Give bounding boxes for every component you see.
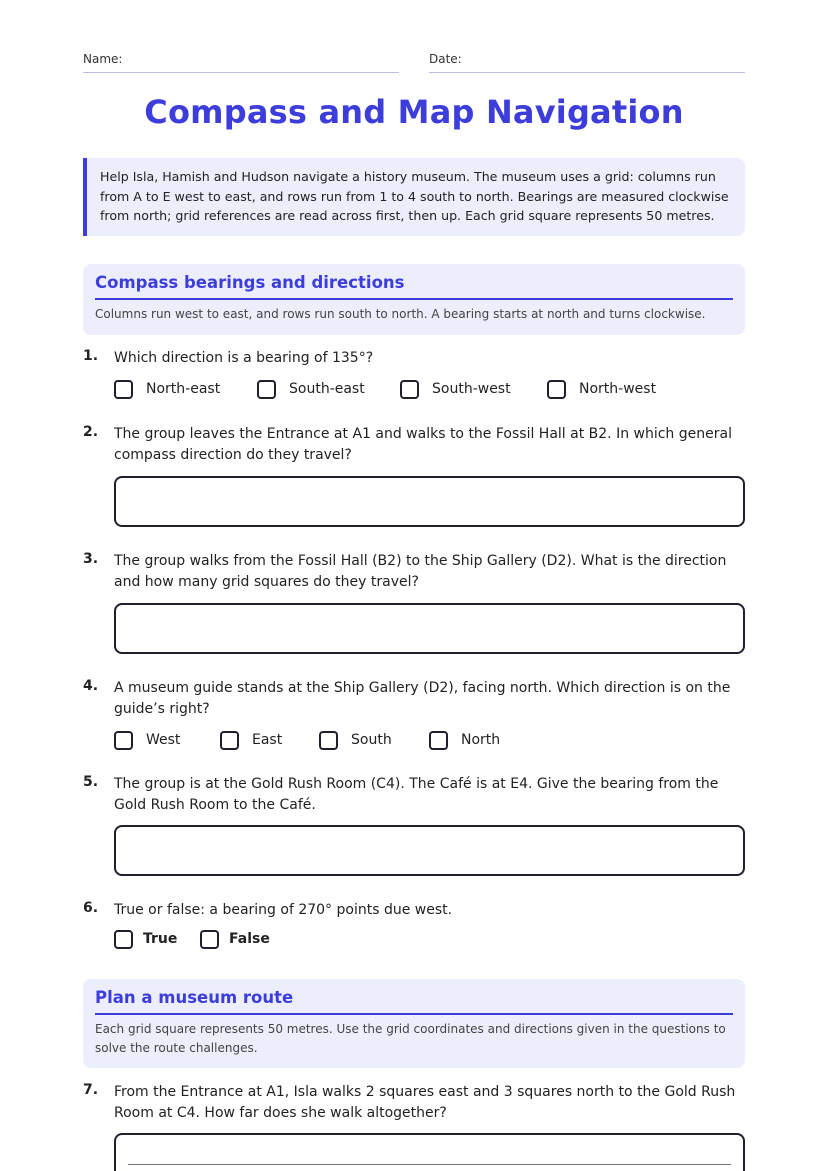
date-label: Date:	[429, 52, 462, 66]
answer-line	[128, 1164, 731, 1165]
option-label: True	[143, 931, 178, 947]
question-text: The group walks from the Fossil Hall (B2) to the Ship Gallery (D2). What is the direction and how many grid squares do they travel?	[114, 553, 727, 590]
checkbox[interactable]	[114, 380, 133, 399]
question-number: 3.	[83, 551, 99, 567]
option-label: South-east	[289, 381, 365, 397]
question-text: True or false: a bearing of 270° points due west.	[114, 902, 453, 918]
page-title: Compass and Map Navigation	[144, 93, 684, 131]
checkbox[interactable]	[257, 380, 276, 399]
question-text: Which direction is a bearing of 135°?	[114, 350, 374, 366]
question-text: From the Entrance at A1, Isla walks 2 squares east and 3 squares north to the Gold Rush Room at C4. How far does she walk altogether?	[114, 1084, 736, 1121]
checkbox[interactable]	[547, 380, 566, 399]
question-number: 1.	[83, 348, 99, 364]
section-museum-route	[83, 979, 745, 1068]
question-number: 6.	[83, 900, 99, 916]
option-label: North-west	[579, 381, 657, 397]
option-label: South-west	[432, 381, 511, 397]
option-label: East	[252, 732, 283, 748]
checkbox[interactable]	[429, 731, 448, 750]
question-number: 7.	[83, 1082, 99, 1098]
checkbox[interactable]	[220, 731, 239, 750]
section-description: Each grid square represents 50 metres. Use the grid coordinates and directions given in the questions to solve the route challenges.	[95, 1022, 726, 1055]
section-title: Plan a museum route	[95, 988, 733, 1015]
checkbox[interactable]	[400, 380, 419, 399]
section-description: Columns run west to east, and rows run south to north. A bearing starts at north and turns clockwise.	[95, 307, 706, 321]
answer-box[interactable]	[114, 603, 745, 654]
header-fields	[83, 52, 745, 74]
checkbox[interactable]	[200, 930, 219, 949]
answer-box[interactable]	[114, 1133, 745, 1171]
answer-box[interactable]	[114, 476, 745, 527]
option-label: North	[461, 732, 501, 748]
question-text: The group leaves the Entrance at A1 and walks to the Fossil Hall at B2. In which general compass direction do they travel?	[114, 426, 732, 463]
answer-box[interactable]	[114, 825, 745, 876]
section-compass-bearings	[83, 264, 745, 335]
option-label: North-east	[146, 381, 221, 397]
question-number: 2.	[83, 424, 99, 440]
section-title: Compass bearings and directions	[95, 273, 733, 300]
checkbox[interactable]	[114, 930, 133, 949]
date-field[interactable]	[429, 52, 745, 73]
question-text: The group is at the Gold Rush Room (C4). The Café is at E4. Give the bearing from the Gold Rush Room to the Café.	[114, 776, 719, 813]
option-label: False	[229, 931, 270, 947]
checkbox[interactable]	[319, 731, 338, 750]
option-label: West	[146, 732, 181, 748]
question-text: A museum guide stands at the Ship Gallery (D2), facing north. Which direction is on the guide’s right?	[114, 680, 731, 717]
option-label: South	[351, 732, 392, 748]
intro-callout: Help Isla, Hamish and Hudson navigate a history museum. The museum uses a grid: columns run from A to E west to east, and rows run from 1 to 4 south to north. Bearings are measured clockwise from north; grid references are read across first, then up. Each grid square represents 50 metres.	[83, 158, 745, 236]
checkbox[interactable]	[114, 731, 133, 750]
name-field[interactable]	[83, 52, 399, 73]
name-label: Name:	[83, 52, 123, 66]
question-number: 4.	[83, 678, 99, 694]
question-number: 5.	[83, 774, 99, 790]
